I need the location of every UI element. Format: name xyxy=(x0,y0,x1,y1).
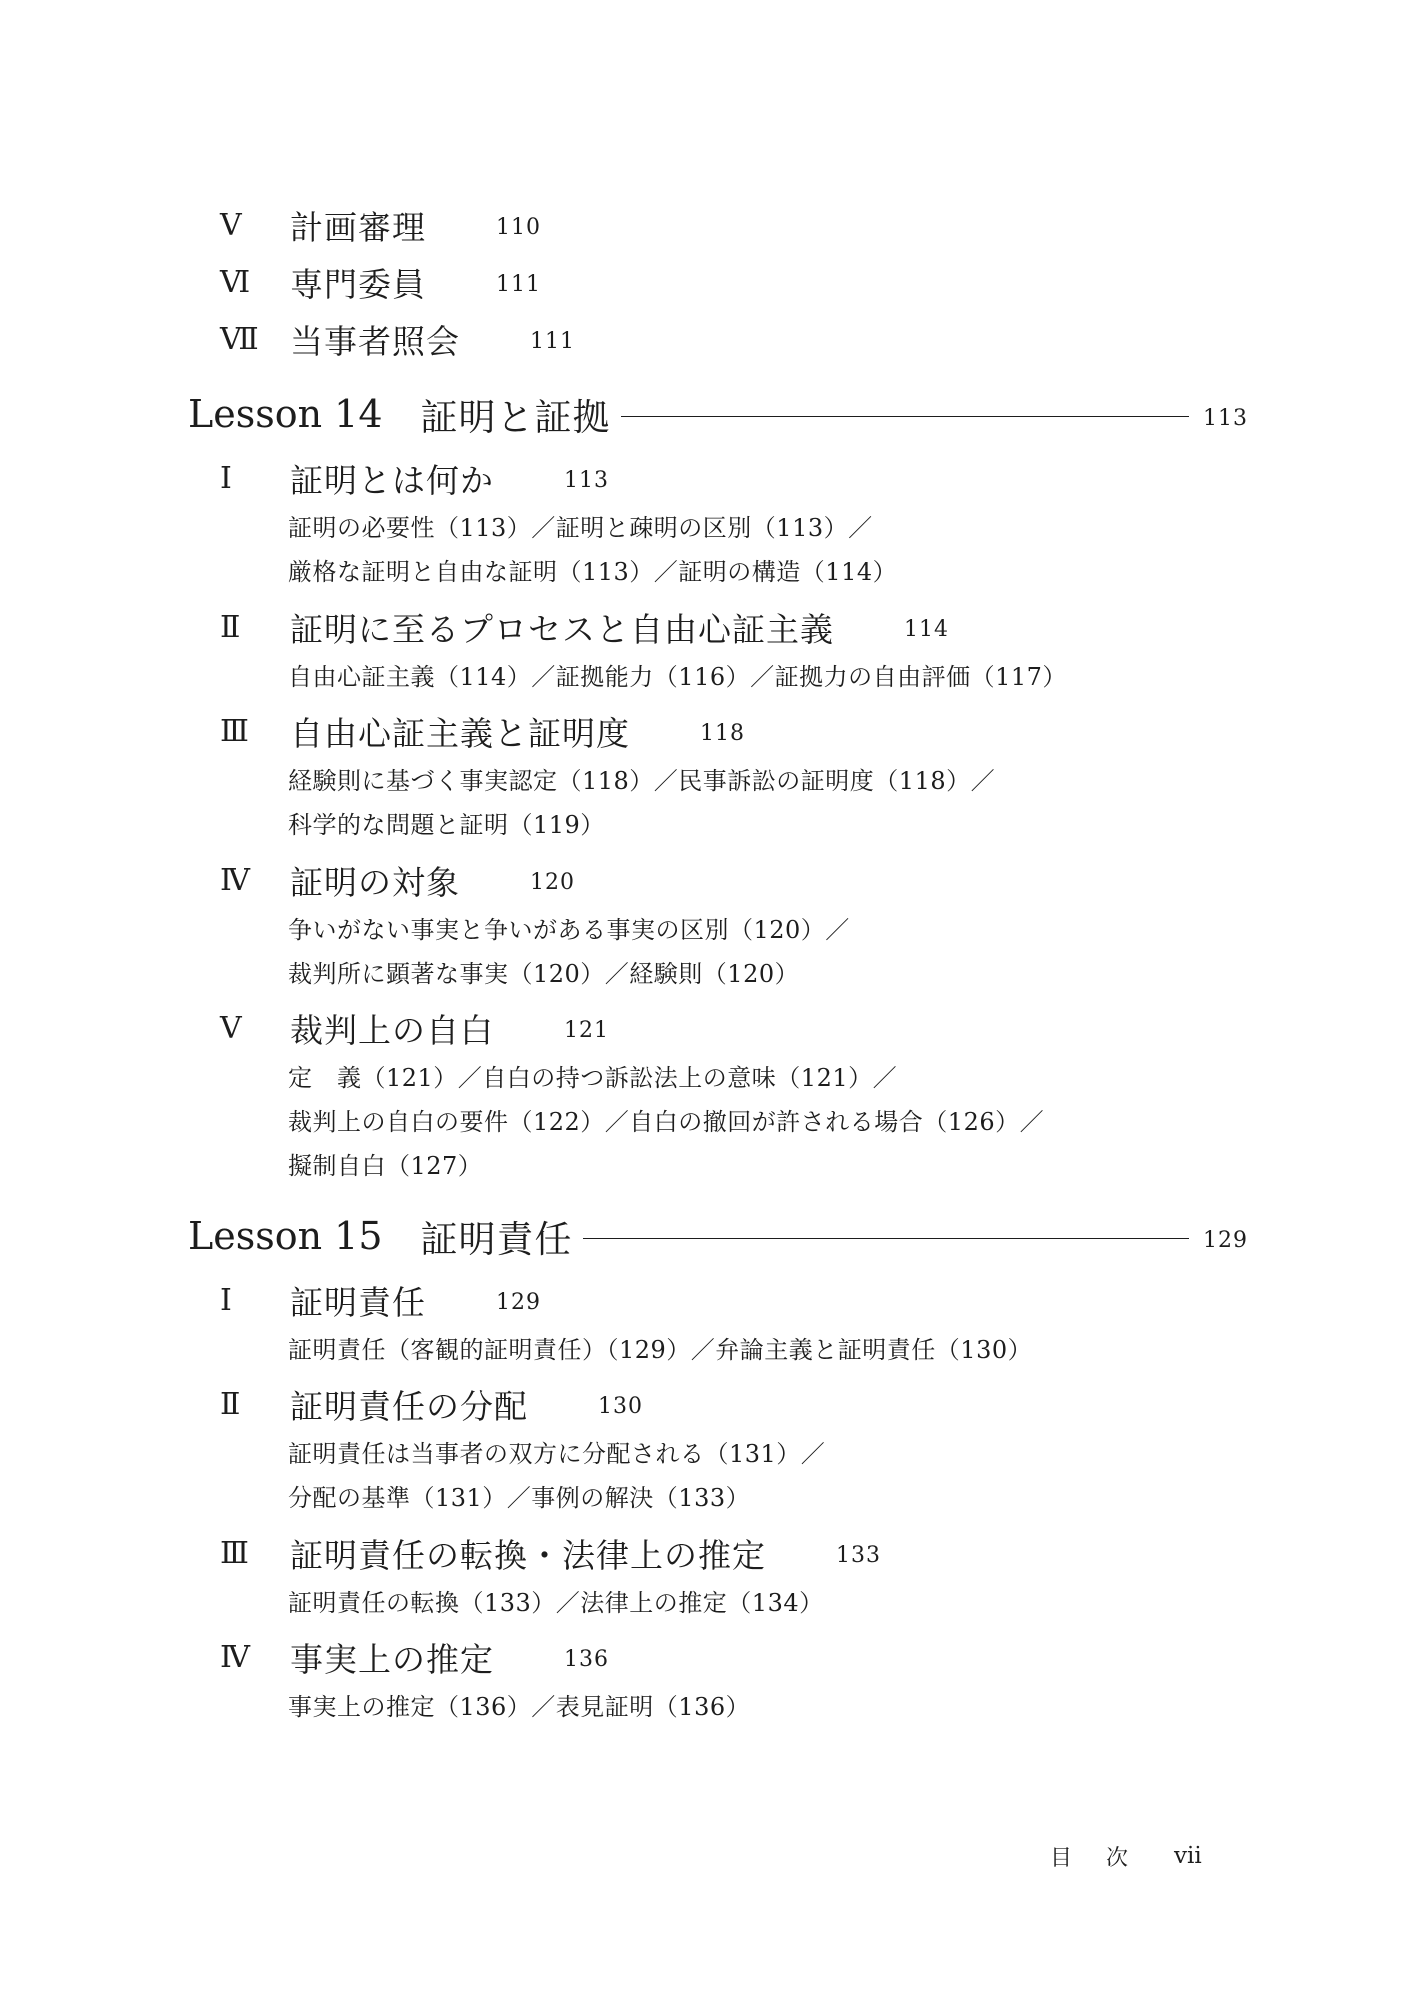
section-page-number: 111 xyxy=(496,271,541,297)
toc-section-entry xyxy=(220,1003,609,1053)
toc-section-entry xyxy=(220,1632,609,1682)
subsection-line: 経験則に基づく事実認定（118）／民事訴訟の証明度（118）／ xyxy=(288,767,996,795)
section-title: 当事者照会 xyxy=(290,321,460,361)
section-page-number: 129 xyxy=(496,1289,541,1315)
lesson-title: 証明責任 xyxy=(420,1218,573,1261)
section-page-number: 110 xyxy=(496,214,541,240)
lesson-label: Lesson 15 xyxy=(188,1214,383,1258)
lesson-page-number: 129 xyxy=(1203,1227,1248,1253)
toc-section-entry xyxy=(220,602,949,652)
toc-section-entry xyxy=(220,1528,881,1578)
subsection-line: 擬制自白（127） xyxy=(288,1152,483,1180)
section-numeral: Ⅵ xyxy=(220,264,249,300)
section-numeral: Ⅲ xyxy=(220,713,247,749)
section-title: 事実上の推定 xyxy=(290,1639,494,1679)
section-page-number: 130 xyxy=(598,1393,643,1419)
subsection-line: 自由心証主義（114）／証拠能力（116）／証拠力の自由評価（117） xyxy=(288,663,1067,691)
subsection-line: 科学的な問題と証明（119） xyxy=(288,811,605,839)
section-title: 証明とは何か xyxy=(290,460,494,500)
toc-section-entry xyxy=(220,453,609,503)
lesson-heading-14 xyxy=(188,384,1248,444)
subsection-line: 証明責任は当事者の双方に分配される（131）／ xyxy=(288,1440,826,1468)
section-page-number: 120 xyxy=(530,869,575,895)
lesson-heading-15 xyxy=(188,1206,1248,1266)
toc-section-entry xyxy=(220,314,575,364)
subsection-line: 裁判所に顕著な事実（120）／経験則（120） xyxy=(288,960,800,988)
section-title: 専門委員 xyxy=(290,264,426,304)
section-page-number: 121 xyxy=(564,1017,609,1043)
subsection-line: 証明責任（客観的証明責任）（129）／弁論主義と証明責任（130） xyxy=(288,1336,1033,1364)
footer-label: 目次 xyxy=(1050,1845,1163,1871)
subsection-line: 争いがない事実と争いがある事実の区別（120）／ xyxy=(288,916,850,944)
subsection-line: 証明責任の転換（133）／法律上の推定（134） xyxy=(288,1589,824,1617)
running-footer xyxy=(1050,1838,1202,1874)
toc-section-entry xyxy=(220,200,541,250)
toc-section-entry xyxy=(220,1379,643,1429)
toc-section-entry xyxy=(220,706,745,756)
section-page-number: 113 xyxy=(564,467,609,493)
section-numeral: Ⅰ xyxy=(220,460,230,496)
section-page-number: 133 xyxy=(836,1542,881,1568)
footer-page-number: vii xyxy=(1174,1843,1202,1869)
section-numeral: Ⅴ xyxy=(220,1010,240,1046)
subsection-line: 裁判上の自白の要件（122）／自白の撤回が許される場合（126）／ xyxy=(288,1108,1045,1136)
section-page-number: 118 xyxy=(700,720,745,746)
lesson-page-number: 113 xyxy=(1203,405,1248,431)
section-title: 自由心証主義と証明度 xyxy=(290,713,630,753)
subsection-line: 事実上の推定（136）／表見証明（136） xyxy=(288,1693,751,1721)
section-title: 計画審理 xyxy=(290,207,426,247)
section-numeral: Ⅱ xyxy=(220,609,239,645)
section-numeral: Ⅶ xyxy=(220,321,257,357)
toc-section-entry xyxy=(220,1275,541,1325)
section-numeral: Ⅴ xyxy=(220,207,240,243)
section-numeral: Ⅱ xyxy=(220,1386,239,1422)
subsection-line: 定 義（121）／自白の持つ訴訟法上の意味（121）／ xyxy=(288,1064,898,1092)
lesson-title: 証明と証拠 xyxy=(420,396,611,439)
section-title: 証明責任 xyxy=(290,1282,426,1322)
subsection-line: 分配の基準（131）／事例の解決（133） xyxy=(288,1484,751,1512)
section-numeral: Ⅳ xyxy=(220,1639,248,1675)
toc-section-entry xyxy=(220,855,575,905)
section-page-number: 114 xyxy=(904,616,949,642)
section-title: 証明責任の転換・法律上の推定 xyxy=(290,1535,766,1575)
section-title: 証明責任の分配 xyxy=(290,1386,528,1426)
section-page-number: 111 xyxy=(530,328,575,354)
subsection-line: 証明の必要性（113）／証明と疎明の区別（113）／ xyxy=(288,514,873,542)
section-numeral: Ⅰ xyxy=(220,1282,230,1318)
leader-rule xyxy=(621,416,1189,417)
section-title: 証明の対象 xyxy=(290,862,460,902)
lesson-label: Lesson 14 xyxy=(188,392,383,436)
section-title: 裁判上の自白 xyxy=(290,1010,494,1050)
toc-section-entry xyxy=(220,257,541,307)
subsection-line: 厳格な証明と自由な証明（113）／証明の構造（114） xyxy=(288,558,898,586)
section-page-number: 136 xyxy=(564,1646,609,1672)
leader-rule xyxy=(583,1238,1189,1239)
section-numeral: Ⅲ xyxy=(220,1535,247,1571)
section-numeral: Ⅳ xyxy=(220,862,248,898)
section-title: 証明に至るプロセスと自由心証主義 xyxy=(290,609,834,649)
